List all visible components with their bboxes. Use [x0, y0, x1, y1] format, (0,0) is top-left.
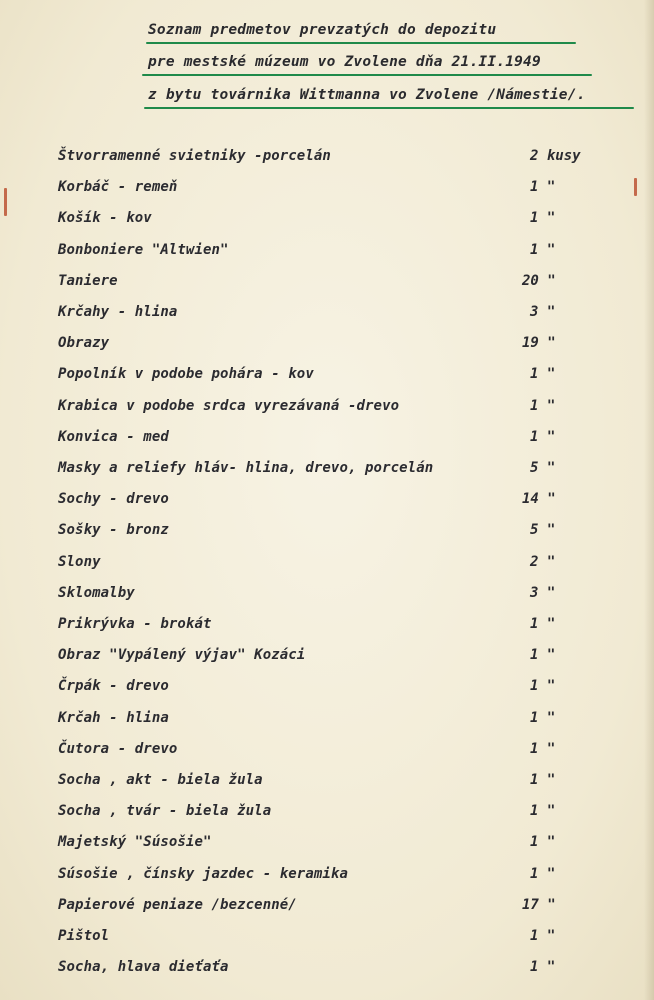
- item-quantity: 1 ": [530, 366, 556, 383]
- item-row: [0, 460, 654, 484]
- header-line-3: z bytu továrnika Wittmanna vo Zvolene /Námestie/.: [148, 87, 586, 103]
- item-row: [0, 366, 654, 390]
- item-name: Masky a reliefy hláv- hlina, drevo, porcelán: [58, 460, 434, 476]
- item-quantity: 2 kusy: [530, 148, 581, 164]
- item-name: Košík - kov: [58, 210, 152, 227]
- item-quantity: 19 ": [522, 335, 556, 352]
- item-name: Socha , tvár - biela žula: [58, 803, 272, 820]
- item-name: Slony: [58, 553, 101, 570]
- item-name: Črpák - drevo: [58, 678, 169, 695]
- header-line-1: Soznam predmetov prevzatých do depozitu: [148, 22, 497, 38]
- item-row: [0, 959, 654, 983]
- item-row: [0, 304, 654, 328]
- header-underline-2: [142, 74, 592, 76]
- item-quantity: 1 ": [530, 678, 556, 695]
- item-row: [0, 616, 654, 640]
- item-row: [0, 897, 654, 921]
- item-row: [0, 647, 654, 671]
- item-name: Súsošie , čínsky jazdec - keramika: [58, 865, 348, 882]
- item-name: Korbáč - remeň: [58, 179, 178, 196]
- item-quantity: 1 ": [530, 647, 556, 664]
- item-name: Konvica - med: [58, 428, 169, 445]
- item-row: [0, 554, 654, 578]
- item-quantity: 20 ": [522, 272, 556, 289]
- item-quantity: 3 ": [530, 304, 556, 320]
- margin-mark-right: [634, 178, 637, 196]
- item-quantity: 1 ": [530, 928, 556, 944]
- item-quantity: 5 ": [530, 460, 556, 476]
- item-row: [0, 834, 654, 858]
- header-underline-3: [144, 107, 634, 109]
- item-name: Sklomalby: [58, 584, 135, 601]
- item-quantity: 17 ": [522, 896, 556, 913]
- item-row: [0, 491, 654, 515]
- item-quantity: 1 ": [530, 740, 556, 757]
- item-quantity: 3 ": [530, 584, 556, 601]
- item-row: [0, 429, 654, 453]
- item-quantity: 1 ": [530, 865, 556, 882]
- item-name: Majetský "Súsošie": [58, 834, 212, 851]
- item-name: Popolník v podobe pohára - kov: [58, 366, 314, 383]
- item-name: Socha, hlava dieťaťa: [58, 959, 229, 976]
- margin-mark-left: [4, 188, 7, 216]
- item-quantity: 1 ": [530, 428, 556, 445]
- item-row: [0, 710, 654, 734]
- item-row: [0, 273, 654, 297]
- header-line-2: pre mestské múzeum vo Zvolene dňa 21.II.1949: [148, 54, 541, 70]
- item-quantity: 1 ": [530, 803, 556, 820]
- item-quantity: 1 ": [530, 959, 556, 976]
- item-row: [0, 148, 654, 172]
- item-row: [0, 179, 654, 203]
- item-row: [0, 803, 654, 827]
- item-name: Papierové peniaze /bezcenné/: [58, 896, 297, 913]
- item-name: Prikrývka - brokát: [58, 616, 212, 632]
- item-quantity: 1 ": [530, 834, 556, 851]
- item-name: Socha , akt - biela žula: [58, 772, 263, 788]
- item-name: Sošky - bronz: [58, 522, 169, 539]
- item-row: [0, 242, 654, 266]
- item-row: [0, 398, 654, 422]
- item-row: [0, 210, 654, 234]
- item-row: [0, 866, 654, 890]
- item-name: Obraz "Vypálený výjav" Kozáci: [58, 647, 306, 664]
- item-row: [0, 585, 654, 609]
- item-quantity: 1 ": [530, 772, 556, 788]
- item-name: Čutora - drevo: [58, 740, 178, 757]
- item-quantity: 1 ": [530, 397, 556, 414]
- item-quantity: 14 ": [522, 491, 556, 508]
- item-name: Krčahy - hlina: [58, 304, 178, 320]
- item-name: Sochy - drevo: [58, 491, 169, 508]
- item-quantity: 1 ": [530, 210, 556, 227]
- item-quantity: 1 ": [530, 179, 556, 196]
- item-quantity: 1 ": [530, 241, 556, 258]
- item-row: [0, 772, 654, 796]
- item-row: [0, 678, 654, 702]
- item-name: Krabica v podobe srdca vyrezávaná -drevo: [58, 397, 400, 414]
- item-name: Štvorramenné svietniky -porcelán: [58, 148, 331, 164]
- item-name: Pištol: [58, 928, 110, 944]
- item-quantity: 2 ": [530, 553, 556, 570]
- item-quantity: 1 ": [530, 616, 556, 632]
- item-quantity: 1 ": [530, 709, 556, 726]
- header-underline-1: [146, 42, 576, 44]
- item-row: [0, 741, 654, 765]
- item-name: Taniere: [58, 272, 118, 289]
- page-edge-shadow: [644, 0, 654, 1000]
- item-row: [0, 335, 654, 359]
- item-quantity: 5 ": [530, 522, 556, 539]
- item-row: [0, 522, 654, 546]
- item-row: [0, 928, 654, 952]
- item-name: Bonboniere "Altwien": [58, 241, 229, 258]
- item-name: Obrazy: [58, 335, 110, 352]
- item-name: Krčah - hlina: [58, 709, 169, 726]
